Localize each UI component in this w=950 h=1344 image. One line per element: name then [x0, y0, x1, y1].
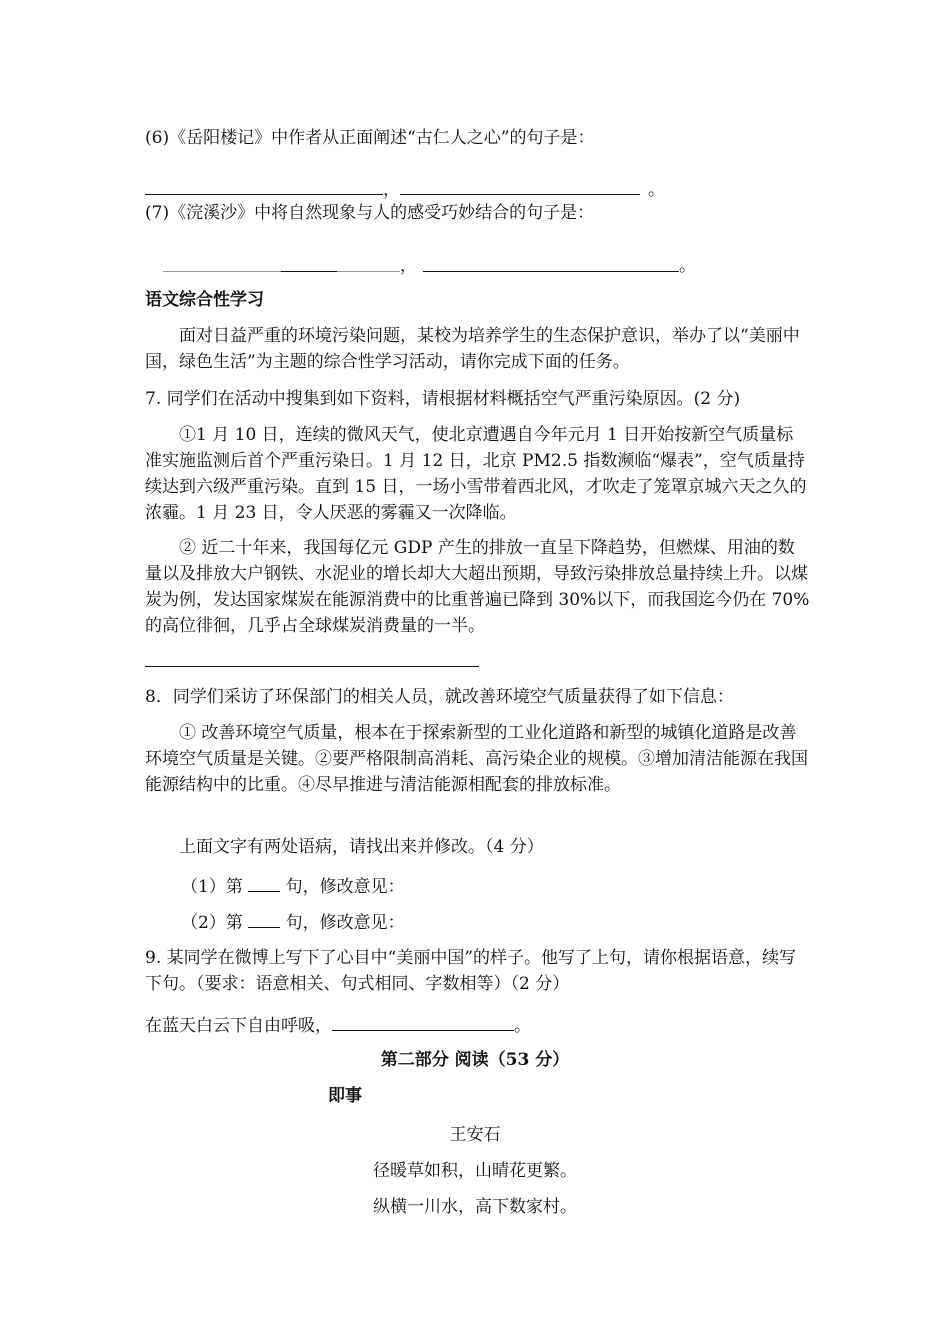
q8-item-2-suffix: 句，修改意见： [285, 913, 405, 933]
q9-prompt: 9. 某同学在微博上写下了心目中“美丽中国”的样子。他写了上句，请你根据语意，续写下句。（要求：语意相关、句式相同、字数相等）（2 分） [145, 948, 797, 994]
q8-item-2-prefix: （2）第 [181, 913, 243, 933]
q6-blank-1[interactable] [145, 176, 383, 195]
q8-item-1-blank[interactable] [248, 873, 280, 892]
q8-item-2 [181, 909, 405, 935]
q9-answer [145, 1012, 531, 1038]
q8-prompt: 8．同学们采访了环保部门的相关人员，就改善环境空气质量获得了如下信息： [145, 687, 734, 707]
poem-line-2: 纵横一川水，高下数家村。 [373, 1197, 577, 1217]
q6-end: 。 [648, 180, 665, 200]
q6-blank-2[interactable] [400, 176, 640, 195]
q7-poem-blank-2[interactable] [423, 271, 679, 272]
q7-answer-blank[interactable] [145, 666, 479, 667]
q7-poem-guide-2 [337, 271, 400, 272]
section-intro: 面对日益严重的环境污染问题，某校为培养学生的生态保护意识，举办了以“美丽中国，绿色生活”为主题的综合性学习活动，请你完成下面的任务。 [145, 326, 800, 372]
q7-prompt: 7. 同学们在活动中搜集到如下资料，请根据材料概括空气严重污染原因。(2 分) [145, 389, 741, 409]
q7-poem-prompt: (7)《浣溪沙》中将自然现象与人的感受巧妙结合的句子是： [145, 203, 595, 223]
q8-task: 上面文字有两处语病，请找出来并修改。（4 分） [179, 837, 544, 857]
q7-material-1: ①1 月 10 日，连续的微风天气，使北京遭遇自今年元月 1 日开始按新空气质量标准实施监测后首个严重污染日。1 月 12 日，北京 PM2.5 指数濒临“爆表”，空气质量持续达到六级严重污染。直到 15 日，一场小雪带着西北风，才吹走了笼罩京城六天之久的浓霾。1 月 23 日，令人厌恶的雾霾又一次降临。 [145, 425, 807, 523]
q7-poem-blank-1a[interactable] [281, 271, 337, 272]
q6-prompt: (6)《岳阳楼记》中作者从正面阐述“古仁人之心”的句子是： [145, 128, 595, 148]
q9-answer-blank[interactable] [332, 1012, 514, 1031]
part2-heading: 第二部分 阅读（53 分） [380, 1050, 570, 1070]
q6-answer-line [145, 176, 665, 202]
section-heading: 语文综合性学习 [145, 290, 264, 310]
q9-answer-end: 。 [514, 1016, 531, 1036]
q7-poem-end: 。 [679, 256, 696, 276]
q8-item-1-prefix: （1）第 [181, 877, 243, 897]
q6-comma: ， [383, 180, 400, 200]
q9-answer-prefix: 在蓝天白云下自由呼吸， [145, 1016, 332, 1036]
q7-poem-guide-1 [163, 271, 281, 272]
poem-author: 王安石 [449, 1125, 501, 1145]
poem-title: 即事 [328, 1086, 362, 1106]
q8-info: ① 改善环境空气质量，根本在于探索新型的工业化道路和新型的城镇化道路是改善环境空气质量是关键。②要严格限制高消耗、高污染企业的规模。③增加清洁能源在我国能源结构中的比重。④尽早推进与清洁能源相配套的排放标准。 [145, 723, 808, 795]
q8-item-2-blank[interactable] [248, 909, 280, 928]
q7-material-2: ② 近二十年来，我国每亿元 GDP 产生的排放一直呈下降趋势，但燃煤、用油的数量以及排放大户钢铁、水泥业的增长却大大超出预期，导致污染排放总量持续上升。以煤炭为例，发达国家煤炭在能源消费中的比重普遍已降到 30%以下，而我国迄今仍在 70%的高位徘徊，几乎占全球煤炭消费量的一半。 [145, 538, 810, 636]
q7-poem-comma: ， [400, 256, 417, 276]
q8-item-1-suffix: 句，修改意见： [285, 877, 405, 897]
poem-line-1: 径暖草如积，山晴花更繁。 [373, 1161, 577, 1181]
q8-item-1 [181, 873, 405, 899]
